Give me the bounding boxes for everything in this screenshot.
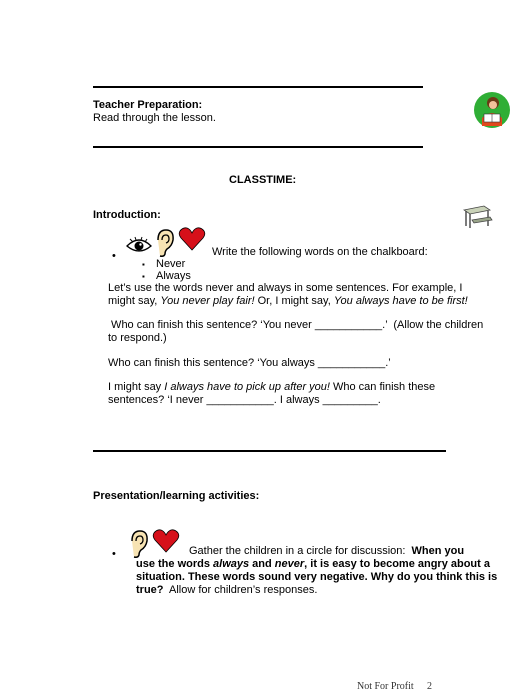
lower-divider: [93, 450, 446, 452]
example-quote: You always have to be first!: [333, 295, 468, 307]
intro-paragraph-1-line-2: [108, 295, 468, 308]
intro-bullet: •: [112, 250, 116, 262]
introduction-heading: Introduction:: [93, 209, 161, 221]
intro-paragraph-3: Who can finish this sentence? ‘You always ___________.’: [108, 357, 391, 369]
sub-bullet-marker: ▪: [142, 260, 145, 269]
eye-icon: [126, 234, 152, 256]
text-segment: and: [249, 558, 275, 570]
intro-paragraph-1-line-1: Let’s use the words never and always in some sentences. For example, I: [108, 282, 463, 294]
ear-icon: [126, 529, 150, 559]
teacher-reading-icon: [472, 90, 512, 130]
page-number: 2: [427, 681, 432, 692]
text-segment: use the words: [136, 558, 214, 570]
presentation-line-2: [136, 558, 490, 571]
ear-icon: [152, 228, 176, 258]
classtime-heading: CLASSTIME:: [229, 174, 297, 186]
presentation-heading: Presentation/learning activities:: [93, 490, 260, 502]
teacher-prep-heading: Teacher Preparation:: [93, 99, 203, 111]
intro-paragraph-4-line-1: [108, 381, 435, 394]
list-item: Always: [156, 270, 191, 282]
presentation-line-3: situation. These words sound very negative. Why do you think this is: [136, 571, 498, 583]
emphasis-word: never: [274, 558, 305, 570]
intro-paragraph-2-line-2: to respond.): [108, 332, 167, 344]
middle-divider: [93, 146, 423, 148]
footer-text: Not For Profit: [357, 681, 414, 692]
text-segment: , it is easy to become angry about a: [304, 558, 490, 570]
intro-instruction: Write the following words on the chalkboard:: [212, 246, 428, 258]
example-quote: I always have to pick up after you!: [164, 381, 330, 393]
presentation-line-4: [136, 584, 317, 597]
text-segment: Or, I might say,: [254, 295, 334, 307]
presentation-line-1: [189, 545, 464, 558]
sub-bullet-marker: ▪: [142, 272, 145, 281]
presentation-bullet: •: [112, 548, 116, 560]
teacher-prep-text: Read through the lesson.: [93, 112, 216, 124]
text-segment: Gather the children in a circle for discussion:: [189, 545, 412, 557]
heart-icon: [178, 225, 206, 253]
intro-paragraph-4-line-2: sentences? ‘I never ___________. I always _________.: [108, 394, 381, 406]
list-item: Never: [156, 258, 186, 270]
example-quote: You never play fair!: [160, 295, 255, 307]
school-desk-icon: [460, 202, 494, 232]
text-segment: When you: [411, 545, 465, 557]
text-segment: true?: [136, 584, 164, 596]
text-segment: Who can finish these: [329, 381, 436, 393]
text-segment: I might say: [108, 381, 165, 393]
emphasis-word: always: [213, 558, 250, 570]
text-segment: might say,: [108, 295, 161, 307]
heart-icon: [152, 527, 180, 555]
text-segment: Allow for children’s responses.: [163, 584, 318, 596]
top-divider: [93, 86, 423, 88]
intro-paragraph-2-line-1: Who can finish this sentence? ‘You never ___________.’ (Allow the children: [108, 319, 484, 331]
